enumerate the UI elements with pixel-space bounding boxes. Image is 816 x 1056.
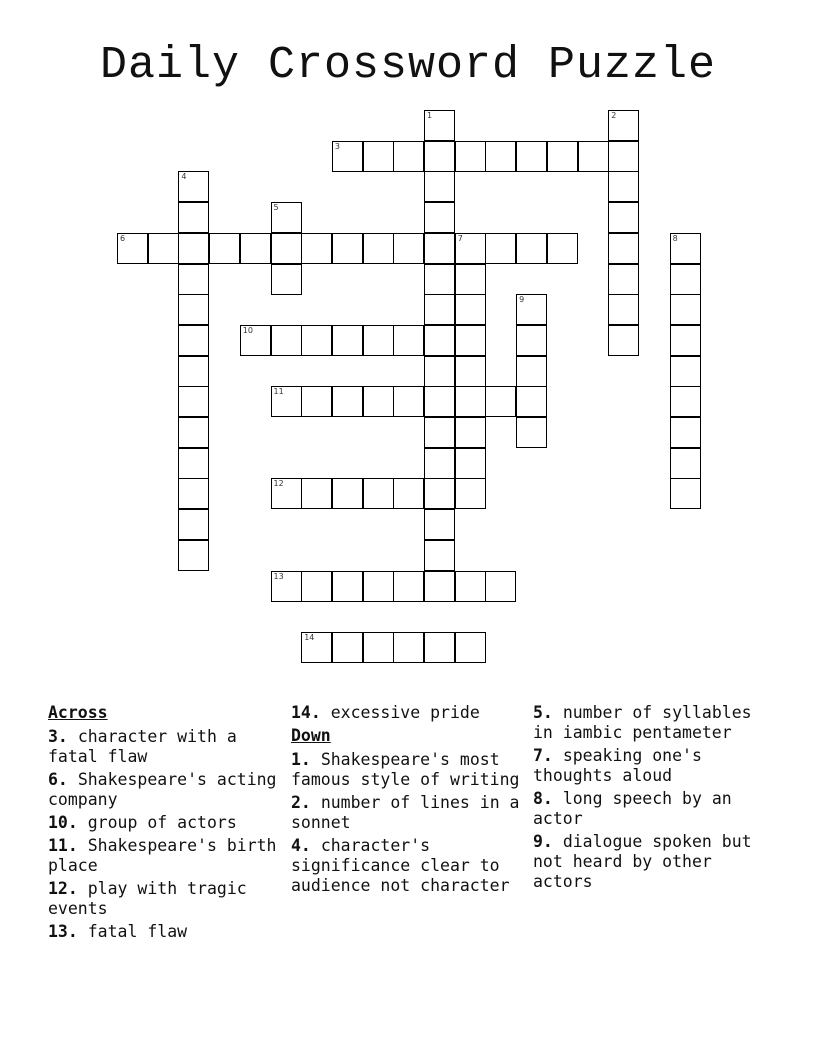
cell-number: 7 (457, 233, 463, 243)
grid-cell[interactable] (455, 294, 486, 325)
grid-cell[interactable] (332, 478, 363, 509)
clue-down-7: 7. speaking one's thoughts aloud (533, 746, 702, 785)
cell-number: 6 (120, 233, 126, 243)
grid-cell[interactable] (271, 233, 302, 264)
grid-cell[interactable] (547, 141, 578, 172)
grid-cell[interactable] (332, 141, 363, 172)
grid-cell[interactable] (271, 264, 302, 295)
grid-cell[interactable] (178, 386, 209, 417)
grid-cell[interactable] (424, 448, 455, 479)
grid-cell[interactable] (455, 478, 486, 509)
grid-cell[interactable] (608, 141, 639, 172)
grid-cell[interactable] (271, 202, 302, 233)
grid-cell[interactable] (393, 478, 424, 509)
grid-cell[interactable] (301, 325, 332, 356)
grid-cell[interactable] (271, 478, 302, 509)
grid-cell[interactable] (670, 264, 701, 295)
grid-cell[interactable] (670, 386, 701, 417)
clue-across-6: 6. Shakespeare's acting company (48, 770, 277, 809)
grid-cell[interactable] (608, 171, 639, 202)
clue-across-12: 12. play with tragic events (48, 879, 247, 918)
grid-cell[interactable] (670, 294, 701, 325)
grid-cell[interactable] (485, 571, 516, 602)
grid-cell[interactable] (516, 141, 547, 172)
grid-cell[interactable] (393, 632, 424, 663)
down-heading: Down (291, 726, 331, 745)
clue-across-10: 10. group of actors (48, 813, 237, 832)
grid-cell[interactable] (424, 386, 455, 417)
grid-cell[interactable] (485, 141, 516, 172)
grid-cell[interactable] (363, 632, 394, 663)
grid-cell[interactable] (178, 325, 209, 356)
grid-cell[interactable] (393, 325, 424, 356)
grid-cell[interactable] (301, 386, 332, 417)
grid-cell[interactable] (424, 294, 455, 325)
clue-down-8: 8. long speech by an actor (533, 789, 732, 828)
cell-number: 9 (519, 295, 525, 305)
grid-cell[interactable] (516, 386, 547, 417)
clue-down-2: 2. number of lines in a sonnet (291, 793, 520, 832)
cell-number: 11 (273, 387, 284, 397)
grid-cell[interactable] (455, 448, 486, 479)
clue-down-1: 1. Shakespeare's most famous style of writing (291, 750, 520, 789)
grid-cell[interactable] (424, 202, 455, 233)
cell-number: 10 (242, 325, 253, 335)
grid-cell[interactable] (424, 325, 455, 356)
grid-cell[interactable] (424, 417, 455, 448)
cell-number: 1 (427, 111, 433, 120)
grid-cell[interactable] (332, 571, 363, 602)
grid-cell[interactable] (424, 264, 455, 295)
grid-cell[interactable] (424, 171, 455, 202)
grid-cell[interactable] (178, 417, 209, 448)
grid-cell[interactable] (670, 417, 701, 448)
grid-cell[interactable] (424, 571, 455, 602)
cell-number: 8 (672, 233, 678, 243)
grid-cell[interactable] (608, 325, 639, 356)
grid-cell[interactable] (455, 417, 486, 448)
grid-cell[interactable] (608, 233, 639, 264)
grid-cell[interactable] (332, 632, 363, 663)
grid-cell[interactable] (578, 141, 609, 172)
grid-cell[interactable] (485, 233, 516, 264)
grid-cell[interactable] (424, 110, 455, 141)
across-heading: Across (48, 703, 108, 722)
grid-cell[interactable] (455, 386, 486, 417)
grid-cell[interactable] (424, 356, 455, 387)
grid-cell[interactable] (178, 478, 209, 509)
clues-column-1 (48, 703, 288, 945)
grid-cell[interactable] (301, 571, 332, 602)
cell-number: 14 (304, 632, 315, 642)
clue-across-13: 13. fatal flaw (48, 922, 188, 941)
clue-down-4: 4. character's significance clear to audience not character (291, 836, 510, 895)
grid-cell[interactable] (608, 264, 639, 295)
grid-cell[interactable] (670, 325, 701, 356)
grid-cell[interactable] (178, 540, 209, 571)
clues-column-3 (533, 703, 773, 895)
cell-number: 2 (611, 111, 617, 120)
grid-cell[interactable] (393, 386, 424, 417)
grid-cell[interactable] (516, 356, 547, 387)
grid-cell[interactable] (547, 233, 578, 264)
grid-cell[interactable] (393, 233, 424, 264)
grid-cell[interactable] (516, 417, 547, 448)
grid-cell[interactable] (178, 294, 209, 325)
grid-cell[interactable] (608, 294, 639, 325)
grid-cell[interactable] (363, 571, 394, 602)
grid-cell[interactable] (455, 141, 486, 172)
grid-cell[interactable] (485, 386, 516, 417)
grid-cell[interactable] (455, 571, 486, 602)
grid-cell[interactable] (516, 325, 547, 356)
grid-cell[interactable] (363, 478, 394, 509)
grid-cell[interactable] (670, 448, 701, 479)
grid-cell[interactable] (670, 478, 701, 509)
grid-cell[interactable] (363, 233, 394, 264)
grid-cell[interactable] (424, 478, 455, 509)
cell-number: 4 (181, 172, 187, 182)
grid-cell[interactable] (332, 325, 363, 356)
clue-down-5: 5. number of syllables in iambic pentameter (533, 703, 752, 742)
grid-cell[interactable] (271, 571, 302, 602)
grid-cell[interactable] (424, 540, 455, 571)
cell-number: 5 (273, 203, 279, 213)
grid-cell[interactable] (608, 202, 639, 233)
grid-cell[interactable] (363, 141, 394, 172)
clue-across-3: 3. character with a fatal flaw (48, 727, 237, 766)
grid-cell[interactable] (455, 356, 486, 387)
grid-cell[interactable] (670, 356, 701, 387)
grid-cell[interactable] (363, 325, 394, 356)
grid-cell[interactable] (455, 233, 486, 264)
grid-cell[interactable] (148, 233, 179, 264)
grid-cell[interactable] (178, 202, 209, 233)
grid-cell[interactable] (271, 386, 302, 417)
grid-cell[interactable] (393, 571, 424, 602)
grid-cell[interactable] (332, 386, 363, 417)
grid-cell[interactable] (117, 233, 148, 264)
grid-cell[interactable] (178, 509, 209, 540)
grid-cell[interactable] (271, 325, 302, 356)
grid-cell[interactable] (393, 141, 424, 172)
grid-cell[interactable] (178, 356, 209, 387)
grid-cell[interactable] (240, 233, 271, 264)
grid-cell[interactable] (424, 509, 455, 540)
grid-cell[interactable] (516, 233, 547, 264)
cell-number: 3 (334, 141, 340, 151)
grid-cell[interactable] (178, 233, 209, 264)
grid-cell[interactable] (178, 171, 209, 202)
grid-cell[interactable] (455, 325, 486, 356)
grid-cell[interactable] (670, 233, 701, 264)
grid-cell[interactable] (301, 632, 332, 663)
grid-cell[interactable] (301, 233, 332, 264)
cell-number: 13 (273, 571, 284, 581)
grid-cell[interactable] (301, 478, 332, 509)
grid-cell[interactable] (424, 233, 455, 264)
grid-cell[interactable] (332, 233, 363, 264)
page-title: Daily Crossword Puzzle (99, 40, 717, 91)
grid-cell[interactable] (608, 110, 639, 141)
grid-cell[interactable] (178, 264, 209, 295)
grid-cell[interactable] (455, 264, 486, 295)
clues-column-2 (291, 703, 531, 899)
clue-across-11: 11. Shakespeare's birth place (48, 836, 277, 875)
grid-cell[interactable] (424, 632, 455, 663)
grid-cell[interactable] (178, 448, 209, 479)
grid-cell[interactable] (363, 386, 394, 417)
grid-cell[interactable] (516, 294, 547, 325)
cell-number: 12 (273, 479, 284, 489)
grid-cell[interactable] (455, 632, 486, 663)
grid-cell[interactable] (209, 233, 240, 264)
clue-across-14: 14. excessive pride (291, 703, 480, 722)
clue-down-9: 9. dialogue spoken but not heard by other actors (533, 832, 752, 891)
grid-cell[interactable] (240, 325, 271, 356)
grid-cell[interactable] (424, 141, 455, 172)
